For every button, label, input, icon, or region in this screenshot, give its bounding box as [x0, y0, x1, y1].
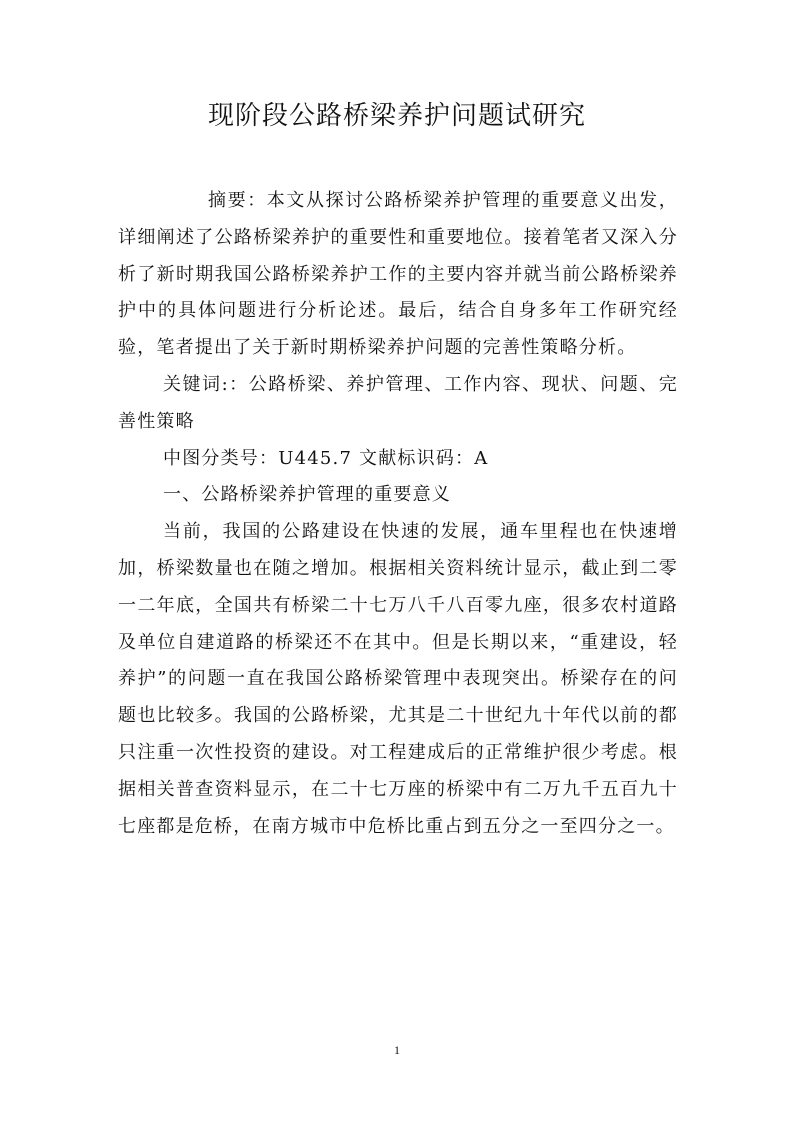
page-number: 1 [394, 1043, 400, 1057]
body-paragraph: 当前，我国的公路建设在快速的发展，通车里程也在快速增加，桥梁数量也在随之增加。根据相关资料统计显示，截止到二零一二年底，全国共有桥梁二十七万八千八百零九座，很多农村道路及单位自建道路的桥梁还不在其中。但是长期以来，“重建设，轻养护”的问题一直在我国公路桥梁管理中表现突出。桥梁存在的问题也比较多。我国的公路桥梁，尤其是二十世纪九十年代以前的都只注重一次性投资的建设。对工程建成后的正常维护很少考虑。根据相关普查资料显示，在二十七万座的桥梁中有二万九千五百九十七座都是危桥，在南方城市中危桥比重占到五分之一至四分之一。 [118, 521, 678, 837]
section-heading: 一、公路桥梁养护管理的重要意义 [163, 484, 451, 506]
document-body [118, 183, 678, 845]
abstract-paragraph: 摘要：本文从探讨公路桥梁养护管理的重要意义出发，详细阐述了公路桥梁养护的重要性和重要地位。接着笔者又深入分析了新时期我国公路桥梁养护工作的主要内容并就当前公路桥梁养护中的具体问题进行分析论述。最后，结合自身多年工作研究经验，笔者提出了关于新时期桥梁养护问题的完善性策略分析。 [118, 190, 678, 359]
keywords-paragraph: 关键词:：公路桥梁、养护管理、工作内容、现状、问题、完善性策略 [118, 373, 678, 432]
document-title: 现阶段公路桥梁养护问题试研究 [207, 101, 586, 131]
classification-line: 中图分类号：U445.7 文献标识码：A [163, 447, 489, 469]
